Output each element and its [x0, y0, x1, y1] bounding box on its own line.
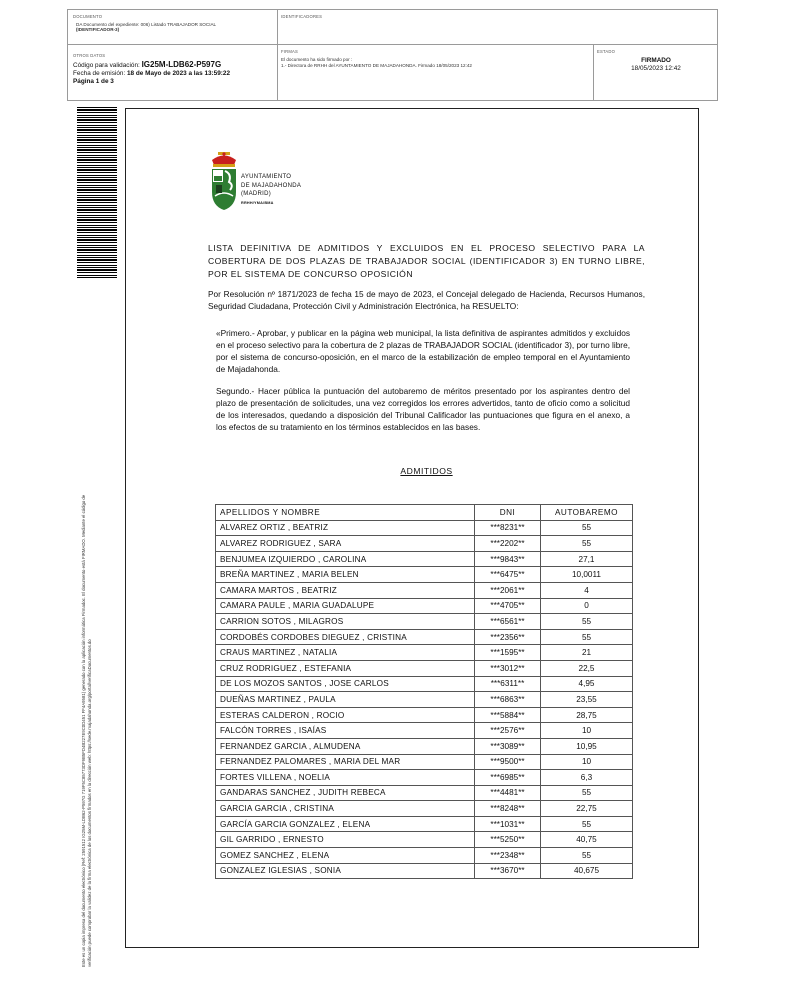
- cell-autobaremo: 55: [541, 785, 633, 801]
- cell-name: CRUZ RODRIGUEZ , ESTEFANIA: [216, 660, 475, 676]
- verification-side-text: [81, 307, 93, 967]
- document-metadata-box: [67, 9, 718, 101]
- barcode-icon: [77, 107, 117, 278]
- cell-autobaremo: 55: [541, 848, 633, 864]
- cell-name: GARCÍA GARCIA GONZALEZ , ELENA: [216, 816, 475, 832]
- cell-autobaremo: 6,3: [541, 770, 633, 786]
- cell-autobaremo: 10: [541, 754, 633, 770]
- org-ref: RRHH/YMA/BMA: [241, 200, 274, 205]
- cell-dni: ***6311**: [475, 676, 541, 692]
- header-name: APELLIDOS Y NOMBRE: [216, 505, 475, 521]
- cell-dni: ***6863**: [475, 692, 541, 708]
- section-heading-admitidos: ADMITIDOS: [400, 466, 453, 476]
- cell-dni: ***2061**: [475, 582, 541, 598]
- cell-name: GOMEZ SANCHEZ , ELENA: [216, 848, 475, 864]
- table-row: [216, 723, 633, 739]
- cell-autobaremo: 28,75: [541, 707, 633, 723]
- cell-autobaremo: 4: [541, 582, 633, 598]
- cell-autobaremo: 55: [541, 614, 633, 630]
- table-row: [216, 832, 633, 848]
- cell-autobaremo: 22,5: [541, 660, 633, 676]
- cell-autobaremo: 55: [541, 816, 633, 832]
- cell-autobaremo: 55: [541, 536, 633, 552]
- cell-autobaremo: 10,95: [541, 738, 633, 754]
- cell-autobaremo: 40,75: [541, 832, 633, 848]
- meta-divider: [277, 10, 278, 44]
- cell-autobaremo: 10: [541, 723, 633, 739]
- org-line2: DE MAJADAHONDA: [241, 182, 302, 189]
- table-row: [216, 598, 633, 614]
- documento-line1: DA Documento del expediente: 006) Listado TRABAJADOR SOCIAL: [76, 22, 217, 27]
- table-row: [216, 738, 633, 754]
- cell-dni: ***2356**: [475, 629, 541, 645]
- documento-line2: (IDENTIFICADOR-3): [76, 27, 120, 32]
- firmas-line1: El documento ha sido firmado por :: [281, 57, 353, 62]
- table-row: [216, 785, 633, 801]
- meta-divider: [277, 44, 278, 100]
- table-header-row: [216, 505, 633, 521]
- estado-caption: ESTADO: [597, 49, 616, 54]
- org-line1: AYUNTAMIENTO: [241, 174, 292, 180]
- cell-autobaremo: 27,1: [541, 551, 633, 567]
- firmas-line2: 1.- Directora de RRHH del AYUNTAMIENTO DE MAJADAHONDA. Firmado 18/05/2023 12:42: [281, 63, 472, 68]
- cell-name: BENJUMEA IZQUIERDO , CAROLINA: [216, 551, 475, 567]
- cell-name: CAMARA PAULE , MARIA GUADALUPE: [216, 598, 475, 614]
- segundo-paragraph: Segundo.- Hacer pública la puntuación del autobaremo de méritos presentado por los aspirantes dentro del plazo de presentación de solicitudes, una vez corregidos los errores advertidos, tanto de oficio como a solicitud de los interesados, quedando a disposición del Tribunal Calificador las puntuaciones que figura en el anexo, a los efectos de su tratamiento en los términos establecidos en las bases.: [216, 386, 630, 432]
- cell-dni: ***6561**: [475, 614, 541, 630]
- cell-name: GONZALEZ IGLESIAS , SONIA: [216, 863, 475, 879]
- cell-dni: ***8231**: [475, 520, 541, 536]
- table-row: [216, 645, 633, 661]
- cell-name: DE LOS MOZOS SANTOS , JOSE CARLOS: [216, 676, 475, 692]
- table-row: [216, 816, 633, 832]
- cell-dni: ***9843**: [475, 551, 541, 567]
- cell-autobaremo: 55: [541, 520, 633, 536]
- table-row: [216, 754, 633, 770]
- estado-value: FIRMADO: [641, 57, 671, 64]
- cell-name: GARCIA GARCIA , CRISTINA: [216, 801, 475, 817]
- codigo-value: IG25M-LDB62-P597G: [141, 60, 222, 69]
- cell-name: CAMARA MARTOS , BEATRIZ: [216, 582, 475, 598]
- cell-name: FALCÓN TORRES , ISAÍAS: [216, 723, 475, 739]
- firmas-caption: FIRMAS: [281, 49, 299, 54]
- emission-date: [73, 70, 230, 78]
- cell-dni: ***3089**: [475, 738, 541, 754]
- cell-name: DUEÑAS MARTINEZ , PAULA: [216, 692, 475, 708]
- cell-autobaremo: 0: [541, 598, 633, 614]
- table-row: [216, 863, 633, 879]
- table-row: [216, 848, 633, 864]
- intro-paragraph: Por Resolución nº 1871/2023 de fecha 15 de mayo de 2023, el Concejal delegado de Hacienda, Recursos Humanos, Seguridad Ciudadana, Protección Civil y Administración Electrónica, ha RESUELTO:: [208, 289, 645, 311]
- table-row: [216, 536, 633, 552]
- document-title: LISTA DEFINITIVA DE ADMITIDOS Y EXCLUIDOS EN EL PROCESO SELECTIVO PARA LA COBERTURA DE DOS PLAZAS DE TRABAJADOR SOCIAL (IDENTIFICADOR 3) EN TURNO LIBRE, POR EL SISTEMA DE CONCURSO OPOSICIÓN: [208, 243, 645, 280]
- table-row: [216, 660, 633, 676]
- fecha-label: Fecha de emisión:: [73, 70, 126, 77]
- admitidos-table: [215, 504, 633, 879]
- cell-dni: ***2348**: [475, 848, 541, 864]
- page-number: Página 1 de 3: [73, 78, 114, 85]
- cell-dni: ***5884**: [475, 707, 541, 723]
- table-body: [216, 520, 633, 879]
- cell-dni: ***9500**: [475, 754, 541, 770]
- cell-dni: ***4705**: [475, 598, 541, 614]
- coat-of-arms-icon: [208, 152, 240, 214]
- cell-autobaremo: 55: [541, 629, 633, 645]
- cell-autobaremo: 21: [541, 645, 633, 661]
- side-text-line1: Este es un copia impresa del documento electrónico (Ref: 2591512 IG25M-LDB62-P597G 719F5C85773DF9B5FD4B227E9C0D451 FF4A9581) generado con la aplicación informática Firmadoc. El documento está FIRMADO. Mediante el código de: [81, 494, 86, 967]
- cell-name: FORTES VILLENA , NOELIA: [216, 770, 475, 786]
- table-row: [216, 551, 633, 567]
- primero-paragraph: «Primero.- Aprobar, y publicar en la página web municipal, la lista definitiva de aspirantes admitidos y excluidos en el proceso selectivo para la cobertura de 2 plazas de TRABAJADOR SOCIAL (identificador 3), por turno libre, por el sistema de concurso-oposición, en el marco de la estabilización de empleo temporal en el Ayuntamiento de Majadahonda.: [216, 328, 630, 374]
- cell-name: ALVAREZ RODRIGUEZ , SARA: [216, 536, 475, 552]
- table-row: [216, 676, 633, 692]
- cell-dni: ***6475**: [475, 567, 541, 583]
- cell-dni: ***3012**: [475, 660, 541, 676]
- otros-datos-caption: OTROS DATOS: [73, 53, 106, 58]
- header-dni: DNI: [475, 505, 541, 521]
- cell-name: GANDARAS SANCHEZ , JUDITH REBECA: [216, 785, 475, 801]
- cell-name: CARRION SOTOS , MILAGROS: [216, 614, 475, 630]
- org-line3: (MADRID): [241, 191, 272, 197]
- cell-autobaremo: 4,95: [541, 676, 633, 692]
- validation-code: [73, 61, 221, 70]
- table-row: [216, 567, 633, 583]
- cell-dni: ***6985**: [475, 770, 541, 786]
- cell-dni: ***2202**: [475, 536, 541, 552]
- cell-dni: ***4481**: [475, 785, 541, 801]
- table-row: [216, 801, 633, 817]
- header-autobaremo: AUTOBAREMO: [541, 505, 633, 521]
- cell-name: FERNANDEZ PALOMARES , MARIA DEL MAR: [216, 754, 475, 770]
- cell-autobaremo: 40,675: [541, 863, 633, 879]
- meta-divider: [68, 44, 717, 45]
- table-row: [216, 629, 633, 645]
- table-row: [216, 707, 633, 723]
- cell-autobaremo: 22,75: [541, 801, 633, 817]
- cell-name: CRAUS MARTINEZ , NATALIA: [216, 645, 475, 661]
- cell-dni: ***8248**: [475, 801, 541, 817]
- table-row: [216, 614, 633, 630]
- cell-dni: ***5250**: [475, 832, 541, 848]
- table-row: [216, 520, 633, 536]
- cell-dni: ***1595**: [475, 645, 541, 661]
- cell-autobaremo: 10,0011: [541, 567, 633, 583]
- identificadores-caption: IDENTIFICADORES: [281, 14, 323, 19]
- organization-name: [241, 173, 301, 207]
- side-text-line2: verificación puede comprobar la validez de la firma electrónica de los documentos firmados en la dirección web: https://sede.majadahonda.org/portal/verificaDocumentos.do: [87, 639, 93, 967]
- documento-caption: DOCUMENTO: [73, 14, 103, 19]
- cell-name: GIL GARRIDO , ERNESTO: [216, 832, 475, 848]
- cell-autobaremo: 23,55: [541, 692, 633, 708]
- fecha-value: 18 de Mayo de 2023 a las 13:59:22: [127, 70, 231, 77]
- cell-dni: ***1031**: [475, 816, 541, 832]
- cell-dni: ***3670**: [475, 863, 541, 879]
- codigo-label: Código para validación:: [73, 62, 140, 69]
- table-row: [216, 692, 633, 708]
- cell-name: ALVAREZ ORTIZ , BEATRIZ: [216, 520, 475, 536]
- cell-name: ESTERAS CALDERON , ROCIO: [216, 707, 475, 723]
- table-row: [216, 770, 633, 786]
- table-row: [216, 582, 633, 598]
- cell-name: CORDOBÉS CORDOBES DIEGUEZ , CRISTINA: [216, 629, 475, 645]
- cell-dni: ***2576**: [475, 723, 541, 739]
- estado-date: 18/05/2023 12:42: [631, 65, 681, 72]
- cell-name: FERNANDEZ GARCIA , ALMUDENA: [216, 738, 475, 754]
- cell-name: BREÑA MARTINEZ , MARIA BELEN: [216, 567, 475, 583]
